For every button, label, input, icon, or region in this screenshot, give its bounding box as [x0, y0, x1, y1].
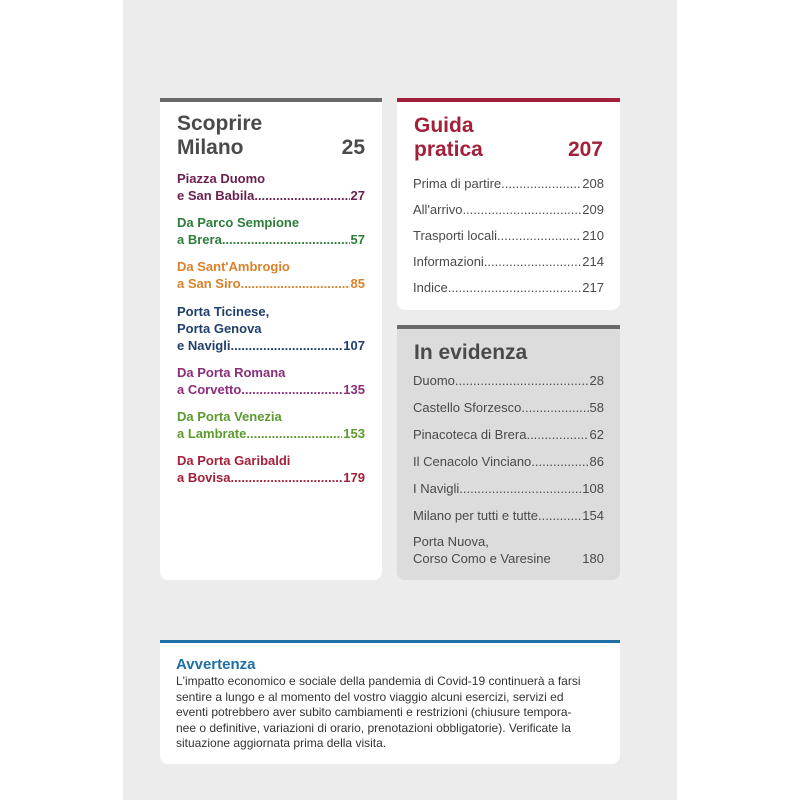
guida-pratica-bar: [397, 98, 620, 102]
dot-leader: [222, 231, 350, 248]
avvertenza-line: situazione aggiornata prima della visita.: [176, 736, 387, 750]
toc-entry: [177, 170, 365, 204]
in-evidenza-card: [397, 325, 620, 580]
guida-item-page: 208: [582, 176, 604, 191]
guida-item-label: Trasporti locali: [413, 228, 498, 243]
avvertenza-text: [176, 674, 606, 752]
dot-leader: [241, 275, 350, 292]
guida-item: [413, 176, 604, 192]
evidenza-item: [413, 373, 604, 389]
toc-entry-line: Porta Genova: [177, 321, 262, 336]
evidenza-item-label: Il Cenacolo Vinciano: [413, 454, 532, 469]
evidenza-item: [413, 481, 604, 497]
guida-item-label: Informazioni: [413, 254, 484, 269]
guida-pratica-card: [397, 98, 620, 310]
dot-leader: [538, 508, 581, 524]
dot-leader: [462, 202, 581, 218]
dot-leader: [230, 469, 342, 486]
dot-leader: [484, 254, 581, 270]
dot-leader: [497, 228, 581, 244]
evidenza-item: [413, 427, 604, 443]
toc-entry-last-line: [177, 187, 365, 204]
toc-entry-line: Da Porta Romana: [177, 365, 286, 380]
guida-item: [413, 254, 604, 270]
guida-item: [413, 202, 604, 218]
dot-leader: [531, 454, 588, 470]
guida-item-page: 217: [582, 280, 604, 295]
guida-item-page: 214: [582, 254, 604, 269]
toc-entry-line: Da Sant'Ambrogio: [177, 259, 290, 274]
guida-item: [413, 228, 604, 244]
book-page: [123, 0, 677, 800]
evidenza-item-label: Pinacoteca di Brera: [413, 427, 527, 442]
toc-entry-page: 179: [343, 470, 365, 485]
dot-leader: [501, 176, 581, 192]
evidenza-item-page: 28: [589, 373, 604, 388]
toc-entry-page: 57: [350, 232, 365, 247]
toc-entry-last-line: [177, 337, 365, 354]
evidenza-item-page: 62: [589, 427, 604, 442]
toc-entry-label: a Bovisa: [177, 470, 231, 485]
guida-pratica-page: 207: [567, 138, 603, 161]
guida-item-page: 209: [582, 202, 604, 217]
scoprire-milano-title: Scoprire Milano 25: [177, 112, 365, 159]
toc-entry: [177, 452, 365, 486]
toc-entry-page: 107: [343, 338, 365, 353]
toc-entry: [177, 214, 365, 248]
dot-leader: [254, 187, 349, 204]
toc-entry-label: e Navigli: [177, 338, 231, 353]
evidenza-item: [413, 508, 604, 524]
evidenza-item: [413, 454, 604, 470]
evidenza-item-label: Corso Como e Varesine: [413, 551, 551, 566]
toc-entry: [177, 408, 365, 442]
toc-entry-line: Da Porta Venezia: [177, 409, 282, 424]
dot-leader: [521, 400, 588, 416]
toc-entry-label: a Brera: [177, 232, 222, 247]
dot-leader: [246, 425, 342, 442]
evidenza-item-page: 58: [589, 400, 604, 415]
evidenza-item-page: 154: [582, 508, 604, 523]
evidenza-item-line: Porta Nuova,: [413, 534, 489, 549]
toc-entry-label: a Corvetto: [177, 382, 242, 397]
guida-item-page: 210: [582, 228, 604, 243]
scoprire-milano-bar: [160, 98, 382, 102]
scoprire-milano-card: [160, 98, 382, 580]
in-evidenza-bar: [397, 325, 620, 329]
dot-leader: [241, 381, 342, 398]
evidenza-item-page: 86: [589, 454, 604, 469]
toc-entry-label: e San Babila: [177, 188, 255, 203]
toc-entry-last-line: [177, 231, 365, 248]
toc-entry-line: Porta Ticinese,: [177, 304, 270, 319]
dot-leader: [448, 280, 582, 296]
evidenza-item-page: 108: [582, 481, 604, 496]
toc-entry-page: 27: [350, 188, 365, 203]
toc-entry-line: Da Porta Garibaldi: [177, 453, 291, 468]
evidenza-item-label: Milano per tutti e tutte: [413, 508, 539, 523]
toc-entry-line: Piazza Duomo: [177, 171, 266, 186]
toc-entry-page: 135: [343, 382, 365, 397]
avvertenza-line: L'impatto economico e sociale della pandemia di Covid-19 continuerà a farsi: [176, 674, 581, 688]
avvertenza-line: nee o definitive, variazioni di orario, prenotazioni obbligatorie). Verificate la: [176, 720, 571, 735]
avvertenza-bar: [160, 640, 620, 643]
toc-entry: [177, 364, 365, 398]
guida-item: [413, 280, 604, 296]
toc-entry-last-line: [177, 425, 365, 442]
avvertenza-notice: [160, 640, 620, 764]
toc-entry-line: Da Parco Sempione: [177, 215, 300, 230]
toc-entry: [177, 258, 365, 292]
dot-leader: [455, 373, 589, 389]
scoprire-milano-page: 25: [341, 136, 365, 159]
evidenza-item-page: 180: [582, 551, 604, 566]
evidenza-item-label: I Navigli: [413, 481, 460, 496]
toc-entry-label: a San Siro: [177, 276, 241, 291]
dot-leader: [526, 427, 588, 443]
toc-entry-page: 85: [350, 276, 365, 291]
guida-pratica-title: Guida pratica 207: [414, 114, 603, 161]
guida-item-label: Prima di partire: [413, 176, 502, 191]
avvertenza-line: eventi potrebbero aver subito cambiamenti e restrizioni (chiusure tempora-: [176, 705, 572, 719]
avvertenza-line: sentire a lungo e al momento del vostro viaggio alcuni esercizi, servizi ed: [176, 689, 564, 704]
avvertenza-title: Avvertenza: [176, 656, 256, 673]
toc-entry-page: 153: [343, 426, 365, 441]
toc-entry-last-line: [177, 469, 365, 486]
dot-leader: [459, 481, 581, 497]
evidenza-item-label: Castello Sforzesco: [413, 400, 522, 415]
dot-leader: [230, 337, 342, 354]
evidenza-item: [413, 551, 604, 567]
toc-entry-label: a Lambrate: [177, 426, 247, 441]
toc-entry: [177, 303, 365, 354]
in-evidenza-title: In evidenza: [414, 341, 528, 364]
guida-item-label: Indice: [413, 280, 448, 295]
toc-entry-last-line: [177, 275, 365, 292]
guida-item-label: All'arrivo: [413, 202, 463, 217]
toc-entry-last-line: [177, 381, 365, 398]
evidenza-item: [413, 400, 604, 416]
evidenza-item-label: Duomo: [413, 373, 455, 388]
